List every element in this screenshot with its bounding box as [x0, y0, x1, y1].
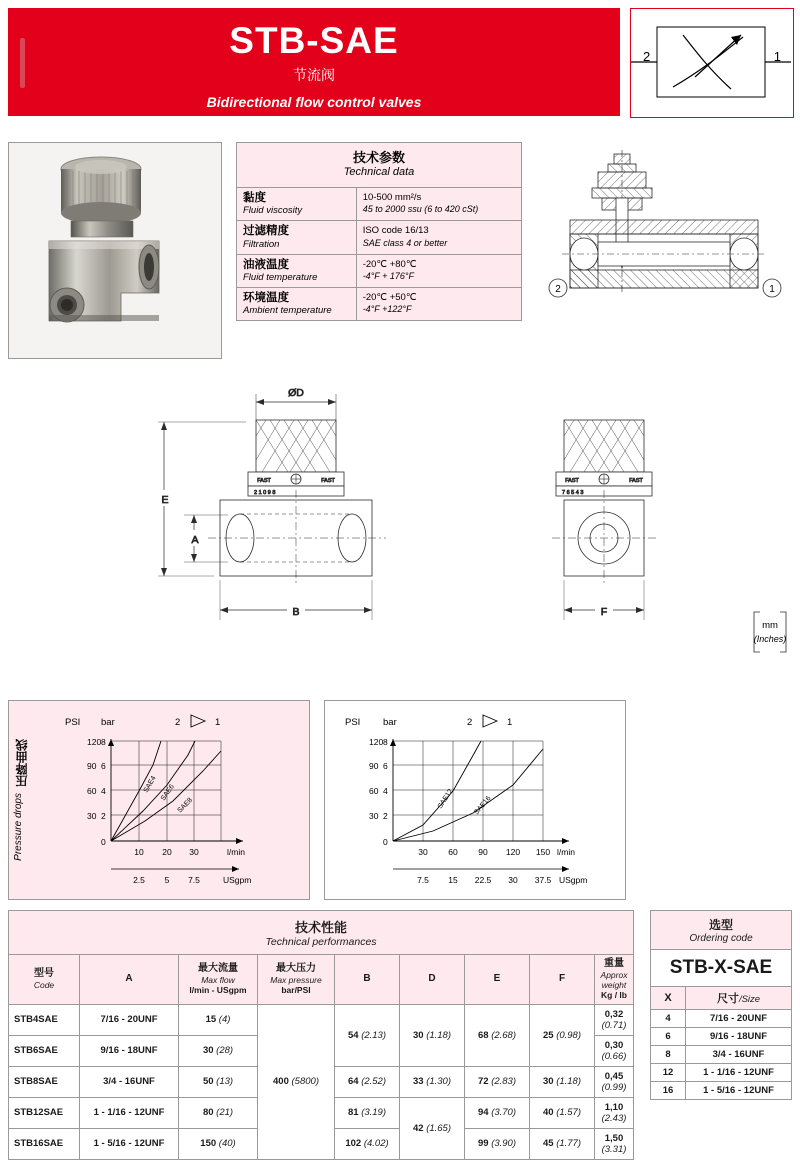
perf-header-d: [400, 955, 465, 1005]
chart1-psi-tick-30: 30: [87, 811, 97, 821]
technical-data-table: [236, 142, 522, 321]
tech-label-viscosity: [237, 188, 357, 221]
tech-table-title-row: [237, 143, 522, 188]
perf-row-maxflow: [179, 1004, 258, 1035]
chart1-flow-to: 1: [215, 717, 221, 728]
tech-table-title-cell: [237, 143, 522, 188]
perf-row-b: [335, 1066, 400, 1097]
perf-header-b-label: B: [363, 973, 371, 985]
perf-f-alt: (0.98): [556, 1029, 582, 1041]
perf-row-b: [335, 1097, 400, 1128]
order-title-row: [651, 911, 792, 950]
perf-weight-main: 1,10: [604, 1101, 624, 1113]
order-header-size-cn: 尺寸: [716, 993, 739, 1005]
perf-header-weight-en: Approx weight: [600, 970, 628, 991]
perf-maxflow-main: 150: [200, 1138, 217, 1150]
perf-e-alt: (2.83): [491, 1076, 517, 1088]
knob-fast-label-left-2: FAST: [565, 478, 579, 484]
tech-title-cn: 技术参数: [352, 150, 405, 165]
perf-title-cn: 技术性能: [294, 920, 347, 935]
subtitle-english: Bidirectional flow control valves: [206, 94, 422, 110]
chart1-bar-tick-6: 6: [101, 761, 106, 771]
order-title-cn: 选型: [708, 918, 733, 932]
perf-header-maxpressure-en: Max pressure: [270, 975, 322, 986]
chart1-curve-sae4: SAE4: [142, 774, 158, 794]
tech-value-main: ISO code 16/13: [362, 225, 429, 237]
chart2-psi-tick-60: 60: [369, 786, 379, 796]
perf-d-merged-top: [400, 1004, 465, 1066]
perf-f-main: 45: [542, 1138, 554, 1150]
chart2-x2-unit: USgpm: [559, 875, 588, 885]
technical-performance-table: [8, 910, 634, 1160]
pressure-drops-label-en: Pressure drops: [13, 793, 24, 861]
tech-label-cn: 黏度: [243, 192, 266, 204]
chart-small-sizes: [43, 705, 301, 895]
table-row: [651, 1010, 792, 1028]
chart1-curve-sae6: SAE6: [159, 783, 176, 803]
knob-fast-label-left: FAST: [257, 478, 271, 484]
perf-b-alt: (3.19): [361, 1107, 387, 1119]
pressure-drops-label-cn: 压降曲线: [15, 739, 29, 787]
perf-row-code: STB6SAE: [9, 1035, 80, 1066]
perf-d-main: 42: [412, 1122, 424, 1134]
perf-maxflow-main: 50: [202, 1076, 214, 1088]
tech-label-en: Fluid temperature: [243, 271, 318, 283]
tech-value-main: -20℃ +50℃: [362, 291, 417, 303]
table-row: [651, 1046, 792, 1064]
perf-header-weight-cn: 重量: [604, 958, 624, 969]
tech-value-main: -20℃ +80℃: [362, 258, 417, 270]
knob-scale-right: 7 6 5 4 3: [562, 490, 584, 496]
chart-large-sizes: [329, 705, 619, 895]
order-row-size: 1 - 1/16 - 12UNF: [686, 1064, 792, 1082]
tech-value-alt: 45 to 2000 ssu (6 to 420 cSt): [362, 204, 479, 215]
perf-f-main: 25: [542, 1029, 554, 1041]
chart2-x-unit-lmin: l/min: [557, 847, 575, 857]
perf-e-main: 99: [477, 1138, 489, 1150]
chart2-flow-to: 1: [507, 717, 513, 728]
chart2-bar-tick-2: 2: [383, 811, 388, 821]
perf-maxflow-main: 80: [202, 1107, 214, 1119]
perf-b-alt: (2.13): [361, 1029, 387, 1041]
pressure-drops-side-label: [13, 739, 35, 861]
perf-row-maxflow: [179, 1128, 258, 1159]
tech-label-filtration: [237, 221, 357, 254]
perf-header-b: [335, 955, 400, 1005]
perf-e-main: 94: [477, 1107, 489, 1119]
order-row-x: 4: [651, 1010, 686, 1028]
perf-row-f: [530, 1066, 595, 1097]
chart1-flow-from: 2: [175, 717, 181, 728]
product-photo: [8, 142, 222, 359]
perf-weight-alt: (3.31): [601, 1143, 627, 1155]
perf-row-weight: [595, 1066, 634, 1097]
perf-header-weight: [595, 955, 634, 1005]
chart1-bar-axis-label: bar: [101, 717, 115, 728]
dim-label-diameter: ØD: [288, 387, 304, 399]
symbol-port-2-label: 2: [643, 49, 651, 64]
page-title: STB-SAE: [229, 20, 399, 61]
order-header-size-en: /Size: [738, 994, 761, 1005]
perf-e-merged-top: [465, 1004, 530, 1066]
tech-value-fluid-temperature: [356, 254, 521, 287]
perf-header-maxpressure-unit: bar/PSI: [281, 985, 311, 996]
perf-e-alt: (3.90): [491, 1138, 517, 1150]
perf-maxpressure-value: 400: [273, 1076, 289, 1088]
perf-title-en: Technical performances: [265, 936, 377, 948]
section-port-2-label: 2: [555, 284, 561, 295]
perf-f-merged-top: [530, 1004, 595, 1066]
perf-maxflow-alt: (40): [218, 1138, 236, 1150]
order-header-row: [651, 987, 792, 1010]
perf-header-maxflow-en: Max flow: [201, 975, 235, 986]
chart1-x-tick-20: 20: [162, 847, 172, 857]
order-title-cell: [651, 911, 792, 950]
chart1-bar-tick-8: 8: [101, 737, 106, 747]
perf-e-alt: (3.70): [491, 1107, 517, 1119]
tech-label-cn: 过滤精度: [243, 225, 289, 238]
chart2-bar-tick-6: 6: [383, 761, 388, 771]
dimension-drawing-illustration: [8, 372, 792, 690]
perf-weight-main: 0,30: [604, 1039, 624, 1051]
pressure-drop-panel-small: [8, 700, 310, 900]
knob-fast-label-right-2: FAST: [629, 478, 643, 484]
perf-weight-alt: (0.99): [601, 1081, 627, 1093]
units-inches-label: (Inches): [753, 634, 787, 644]
tech-value-alt: SAE class 4 or better: [362, 237, 448, 248]
perf-weight-main: 0,45: [604, 1070, 624, 1082]
perf-b-alt: (2.52): [361, 1076, 387, 1088]
perf-b-main: 64: [347, 1076, 359, 1088]
subtitle-chinese: 节流阀: [293, 67, 335, 83]
order-header-x: X: [651, 987, 686, 1010]
tech-label-en: Fluid viscosity: [243, 205, 303, 217]
perf-row-code: STB4SAE: [9, 1004, 80, 1035]
perf-header-f: [530, 955, 595, 1005]
perf-e-main: 72: [477, 1076, 489, 1088]
perf-f-main: 30: [542, 1076, 554, 1088]
perf-row-weight: [595, 1035, 634, 1066]
chart1-curve-sae8: SAE8: [176, 796, 195, 815]
tech-label-en: Filtration: [243, 238, 280, 250]
perf-row-e: [465, 1097, 530, 1128]
perf-row-a: 3/4 - 16UNF: [80, 1066, 179, 1097]
table-row: [237, 254, 522, 287]
order-code-row: [651, 950, 792, 987]
perf-row-e: [465, 1128, 530, 1159]
perf-maxflow-alt: (4): [218, 1014, 231, 1026]
perf-maxpressure-merged: [258, 1004, 335, 1159]
chart2-psi-tick-120: 120: [369, 737, 384, 747]
perf-f-alt: (1.77): [556, 1138, 582, 1150]
perf-row-b: [335, 1128, 400, 1159]
dim-label-a: A: [191, 534, 199, 546]
perf-maxflow-main: 30: [202, 1045, 214, 1057]
hydraulic-symbol-box: [630, 8, 794, 118]
chart1-x2-unit: USgpm: [223, 875, 252, 885]
table-row: [651, 1082, 792, 1100]
table-row: [237, 188, 522, 221]
chart1-psi-tick-120: 120: [87, 737, 102, 747]
order-title-en: Ordering code: [689, 933, 753, 944]
ordering-code-table: [650, 910, 792, 1100]
order-code-value: STB-X-SAE: [651, 950, 792, 987]
chart1-bar-tick-4: 4: [101, 786, 106, 796]
knob-fast-label-right: FAST: [321, 478, 335, 484]
tech-value-viscosity: [356, 188, 521, 221]
section-drawing: [536, 142, 794, 357]
chart2-x2-tick-7.5: 7.5: [417, 875, 429, 885]
chart2-x2-tick-15: 15: [448, 875, 458, 885]
tech-value-alt: -4°F +122°F: [362, 304, 412, 315]
table-row: [651, 1064, 792, 1082]
perf-header-e: [465, 955, 530, 1005]
perf-row-maxflow: [179, 1035, 258, 1066]
tech-value-main: 10-500 mm²/s: [362, 192, 422, 204]
perf-maxflow-main: 15: [205, 1014, 217, 1026]
perf-maxpressure-value-alt: (5800): [291, 1076, 319, 1088]
perf-b-main: 81: [347, 1107, 359, 1119]
chart2-curve-sae16: SAE16: [473, 795, 493, 817]
perf-header-code-en: Code: [33, 980, 55, 991]
header-notch: [20, 38, 25, 88]
perf-row-weight: [595, 1004, 634, 1035]
tech-title-en: Technical data: [343, 166, 415, 179]
perf-d-merged-bottom: [400, 1097, 465, 1159]
perf-header-row: [9, 955, 634, 1005]
perf-header-maxpressure-cn: 最大压力: [276, 963, 316, 975]
perf-header-d-label: D: [428, 973, 436, 985]
order-row-x: 16: [651, 1082, 686, 1100]
perf-row-f: [530, 1128, 595, 1159]
chart2-flow-from: 2: [467, 717, 473, 728]
perf-e-alt: (2.68): [491, 1029, 517, 1041]
chart2-curve-sae12: SAE12: [436, 787, 455, 811]
dim-label-f: F: [600, 606, 608, 618]
table-row: [237, 287, 522, 320]
order-row-size: 1 - 5/16 - 12UNF: [686, 1082, 792, 1100]
dimension-drawings: [8, 372, 792, 690]
perf-maxflow-alt: (21): [216, 1107, 234, 1119]
chart1-psi-axis-label: PSI: [65, 717, 81, 728]
chart2-bar-tick-8: 8: [383, 737, 388, 747]
order-row-x: 12: [651, 1064, 686, 1082]
perf-weight-main: 1,50: [604, 1132, 624, 1144]
valve-photo-illustration: [9, 143, 219, 356]
pressure-drop-panel-large: [324, 700, 626, 900]
dim-label-e: E: [161, 494, 169, 506]
perf-b-alt: (4.02): [363, 1138, 389, 1150]
perf-row-a: 1 - 5/16 - 12UNF: [80, 1128, 179, 1159]
hydraulic-symbol-icon: [631, 9, 791, 115]
tech-label-cn: 环境温度: [243, 291, 289, 304]
perf-d-alt: (1.30): [426, 1076, 452, 1088]
perf-weight-main: 0,32: [604, 1008, 624, 1020]
perf-row-weight: [595, 1097, 634, 1128]
chart2-psi-axis-label: PSI: [345, 717, 361, 728]
perf-d-main: 33: [412, 1076, 424, 1088]
perf-d-alt: (1.65): [426, 1122, 452, 1134]
tech-label-fluid-temperature: [237, 254, 357, 287]
perf-header-a-label: A: [125, 973, 133, 985]
chart2-bar-tick-4: 4: [383, 786, 388, 796]
tech-value-alt: -4°F + 176°F: [362, 270, 414, 281]
chart2-x2-tick-22.5: 22.5: [474, 875, 492, 885]
chart1-bar-tick-0: 0: [101, 837, 106, 847]
tech-value-ambient-temperature: [356, 287, 521, 320]
chart1-x2-tick-5: 5: [164, 875, 170, 885]
perf-f-alt: (1.18): [556, 1076, 582, 1088]
section-port-1-label: 1: [769, 284, 775, 295]
perf-d-alt: (1.18): [426, 1029, 452, 1041]
header-banner: [8, 8, 620, 116]
chart2-x2-tick-30: 30: [508, 875, 518, 885]
chart1-x2-tick-2.5: 2.5: [133, 875, 145, 885]
perf-d-main: 30: [412, 1029, 424, 1041]
perf-b-main: 54: [347, 1029, 359, 1041]
perf-row-code: STB8SAE: [9, 1066, 80, 1097]
table-row: [651, 1028, 792, 1046]
perf-header-e-label: E: [493, 973, 501, 985]
perf-header-maxflow: [179, 955, 258, 1005]
perf-row-a: 7/16 - 20UNF: [80, 1004, 179, 1035]
perf-title-row: [9, 911, 634, 955]
tech-label-cn: 油液温度: [243, 258, 289, 271]
symbol-port-1-label: 1: [773, 49, 781, 64]
perf-row-code: STB16SAE: [9, 1128, 80, 1159]
perf-row-e: [465, 1066, 530, 1097]
perf-header-a: [80, 955, 179, 1005]
perf-header-f-label: F: [558, 973, 566, 985]
tech-value-filtration: [356, 221, 521, 254]
perf-b-main: 102: [345, 1138, 362, 1150]
perf-row-f: [530, 1097, 595, 1128]
chart1-psi-tick-90: 90: [87, 761, 97, 771]
perf-header-code: [9, 955, 80, 1005]
chart2-psi-tick-30: 30: [369, 811, 379, 821]
chart1-x-tick-10: 10: [134, 847, 144, 857]
perf-row-a: 1 - 1/16 - 12UNF: [80, 1097, 179, 1128]
perf-header-maxflow-unit: l/min - USgpm: [189, 985, 247, 996]
perf-e-main: 68: [477, 1029, 489, 1041]
chart2-x-tick-120: 120: [505, 847, 521, 857]
chart1-x2-tick-7.5: 7.5: [188, 875, 200, 885]
knob-scale-left: 2 1 0 9 8: [254, 490, 276, 496]
perf-b-merged-top: [335, 1004, 400, 1066]
chart2-psi-tick-90: 90: [369, 761, 379, 771]
valve-section-illustration: [536, 142, 794, 357]
chart2-x-tick-90: 90: [478, 847, 488, 857]
tech-label-en: Ambient temperature: [243, 305, 332, 317]
perf-header-maxflow-cn: 最大流量: [198, 963, 238, 975]
perf-maxflow-alt: (13): [216, 1076, 234, 1088]
tech-label-ambient-temperature: [237, 287, 357, 320]
chart1-x-tick-30: 30: [189, 847, 199, 857]
perf-header-maxpressure: [258, 955, 335, 1005]
table-row: [237, 221, 522, 254]
chart1-bar-tick-2: 2: [101, 811, 106, 821]
perf-header-code-cn: 型号: [34, 968, 54, 980]
order-row-size: 9/16 - 18UNF: [686, 1028, 792, 1046]
dim-label-b: B: [292, 606, 300, 618]
chart2-x2-tick-37.5: 37.5: [534, 875, 552, 885]
perf-row-weight: [595, 1128, 634, 1159]
perf-row-d: [400, 1066, 465, 1097]
perf-row-a: 9/16 - 18UNF: [80, 1035, 179, 1066]
order-row-x: 6: [651, 1028, 686, 1046]
perf-header-weight-unit: Kg / lb: [601, 990, 627, 1001]
perf-f-alt: (1.57): [556, 1107, 582, 1119]
chart1-psi-tick-60: 60: [87, 786, 97, 796]
order-header-size: [686, 987, 792, 1010]
perf-row-code: STB12SAE: [9, 1097, 80, 1128]
table-row: [9, 1004, 634, 1035]
chart1-x-unit-lmin: l/min: [227, 847, 245, 857]
perf-title-cell: [9, 911, 634, 955]
perf-row-maxflow: [179, 1097, 258, 1128]
chart2-x-tick-60: 60: [448, 847, 458, 857]
chart2-bar-tick-0: 0: [383, 837, 388, 847]
order-row-size: 7/16 - 20UNF: [686, 1010, 792, 1028]
chart2-x-tick-30: 30: [418, 847, 428, 857]
perf-weight-alt: (0.66): [601, 1050, 627, 1062]
perf-maxflow-alt: (28): [216, 1045, 234, 1057]
chart2-x-tick-150: 150: [535, 847, 551, 857]
perf-f-main: 40: [542, 1107, 554, 1119]
chart2-bar-axis-label: bar: [383, 717, 397, 728]
perf-weight-alt: (0.71): [601, 1019, 627, 1031]
perf-row-maxflow: [179, 1066, 258, 1097]
order-row-x: 8: [651, 1046, 686, 1064]
order-row-size: 3/4 - 16UNF: [686, 1046, 792, 1064]
perf-weight-alt: (2.43): [601, 1112, 627, 1124]
units-mm-label: mm: [762, 620, 778, 631]
